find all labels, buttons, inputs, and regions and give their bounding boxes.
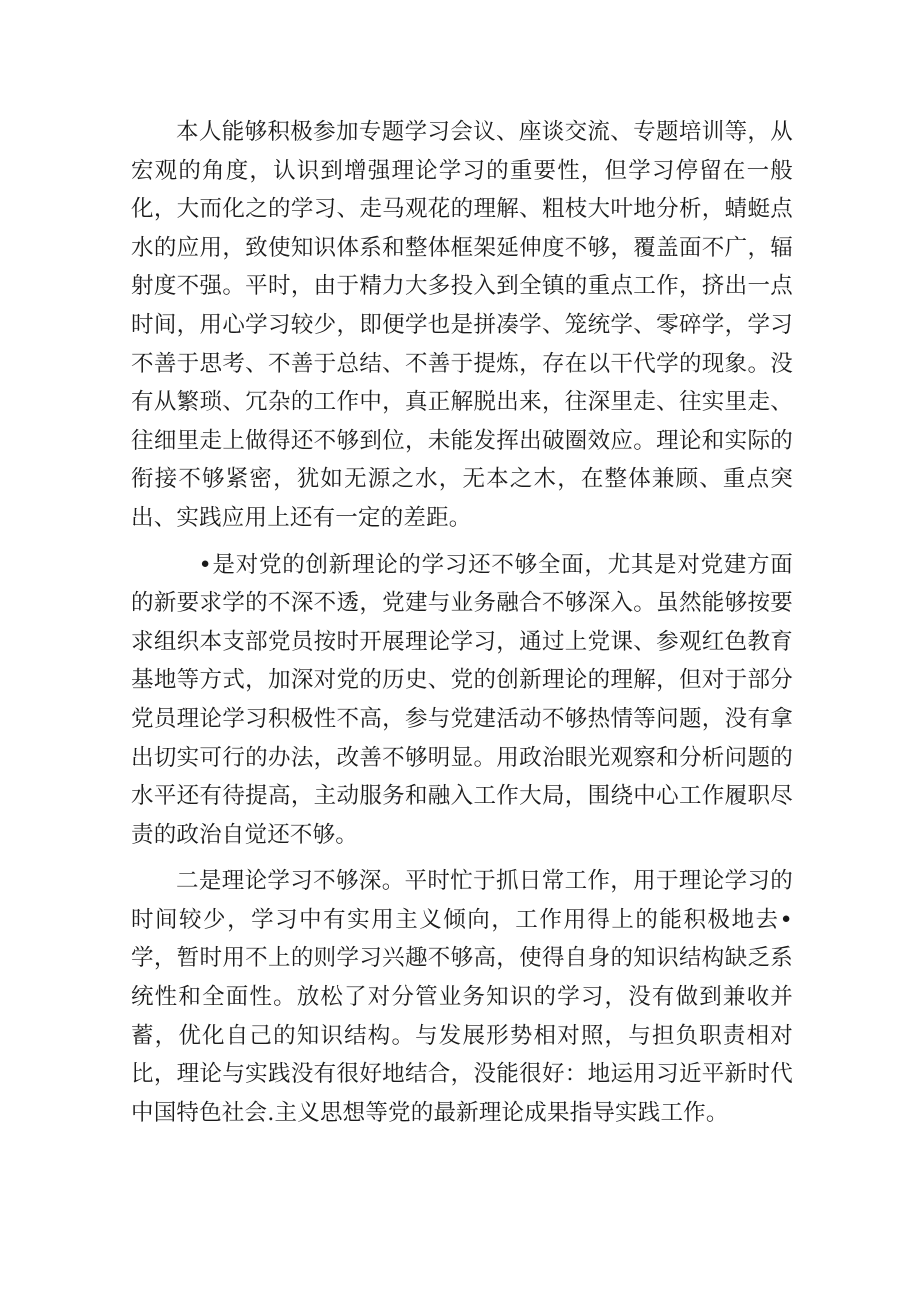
document-body: [131, 113, 793, 1132]
paragraph-theory-depth: 二是理论学习不够深。平时忙于抓日常工作，用于理论学习的时间较少，学习中有实用主义倾向，工作用得上的能积极地去•学，暂时用不上的则学习兴趣不够高，使得自身的知识结构缺乏系统性和全面性。放松了对分管业务知识的学习，没有做到兼收并蓄，优化自己的知识结构。与发展形势相对照，与担负职责相对比，理论与实践没有很好地结合，没能很好：地运用习近平新时代中国特色社会.主义思想等党的最新理论成果指导实践工作。: [131, 868, 793, 1126]
paragraph-party-theory: •是对党的创新理论的学习还不够全面，尤其是对党建方面的新要求学的不深不透，党建与业务融合不够深入。虽然能够按要求组织本支部党员按时开展理论学习，通过上党课、参观红色教育基地等方式，加深对党的历史、党的创新理论的理解，但对于部分党员理论学习积极性不高，参与党建活动不够热情等问题，没有拿出切实可行的办法，改善不够明显。用政治眼光观察和分析问题的水平还有待提高，主动服务和融入工作大局，围绕中心工作履职尽责的政治自觉还不够。: [131, 551, 793, 848]
paragraph-study-attitude: 本人能够积极参加专题学习会议、座谈交流、专题培训等，从宏观的角度，认识到增强理论学习的重要性，但学习停留在一般化，大而化之的学习、走马观花的理解、粗枝大叶地分析，蜻蜓点水的应用，致使知识体系和整体框架延伸度不够，覆盖面不广，辐射度不强。平时，由于精力大多投入到全镇的重点工作，挤出一点时间，用心学习较少，即便学也是拼凑学、笼统学、零碎学，学习不善于思考、不善于总结、不善于提炼，存在以干代学的现象。没有从繁琐、冗杂的工作中，真正解脱出来，往深里走、往实里走、往细里走上做得还不够到位，未能发挥出破圈效应。理论和实际的衔接不够紧密，犹如无源之水，无本之木，在整体兼顾、重点突出、实践应用上还有一定的差距。: [131, 119, 793, 531]
